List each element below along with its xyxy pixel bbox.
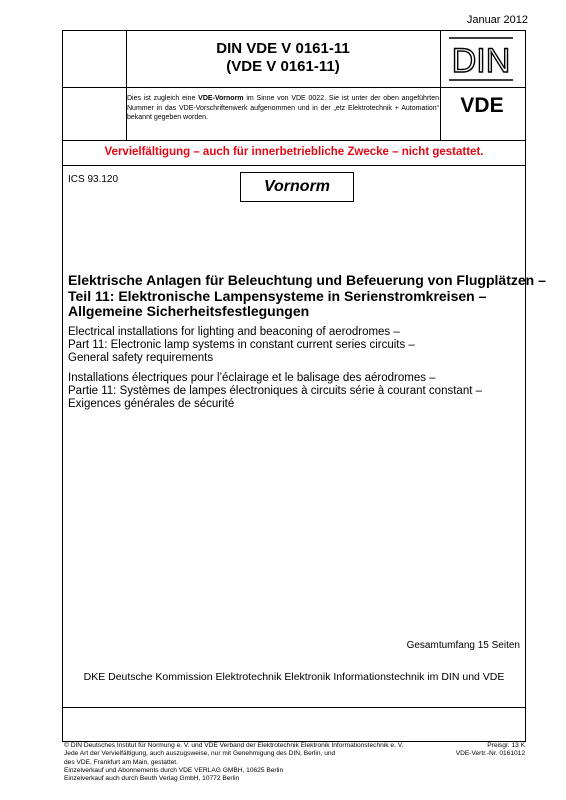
title-german: [68, 272, 546, 320]
title-fr-line: Partie 11: Systèmes de lampes électroniques à circuits série à courant constant –: [68, 385, 482, 397]
title-english: [68, 326, 523, 365]
standard-title: [127, 40, 439, 76]
copyright-notice: [64, 742, 444, 783]
title-en-line: General safety requirements: [68, 352, 214, 364]
vde-logo-text: VDE: [460, 94, 504, 116]
divider-right-column: [440, 30, 441, 140]
notice-term: VDE-Vornorm: [198, 95, 244, 102]
title-fr-line: Installations électriques pour l’éclairage et le balisage des aérodromes –: [68, 372, 436, 384]
divider-warning: [62, 165, 526, 166]
publication-date: Januar 2012: [466, 14, 528, 26]
divider-footer: [62, 707, 526, 708]
copy-warning: Vervielfältigung – auch für innerbetriebliche Zwecke – nicht gestattet.: [104, 146, 484, 158]
title-fr-line: Exigences générales de sécurité: [68, 398, 235, 410]
copyright-line: Einzelverkauf und Abonnements durch VDE VERLAG GMBH, 10625 Berlin: [64, 766, 284, 774]
copyright-line: © DIN Deutsches Institut für Normung e. V. und VDE Verband der Elektrotechnik Elektronik Informationstechnik e. V.: [64, 742, 404, 749]
title-de-line: Allgemeine Sicherheitsfestlegungen: [68, 303, 310, 319]
price-info: [440, 742, 525, 759]
standard-number: DIN VDE V 0161-11: [216, 40, 350, 57]
notice-prefix: Dies ist zugleich eine: [127, 95, 199, 102]
din-logo: [447, 36, 515, 82]
document-type-box: Vornorm: [240, 172, 354, 202]
title-en-line: Electrical installations for lighting and beaconing of aerodromes –: [68, 326, 400, 338]
title-en-line: Part 11: Electronic lamp systems in constant current series circuits –: [68, 339, 415, 351]
order-number: VDE-Vertr.-Nr. 0161012: [455, 750, 525, 758]
copyright-line: des VDE, Frankfurt am Main, gestattet.: [64, 758, 178, 766]
divider-notice: [62, 140, 526, 141]
copyright-line: Einzelverkauf auch durch Beuth Verlag GmbH, 10772 Berlin: [64, 775, 240, 783]
vde-logo: [447, 92, 517, 116]
committee-line: DKE Deutsche Kommission Elektrotechnik Elektronik Informationstechnik im DIN und VDE: [83, 671, 505, 683]
title-french: [68, 372, 523, 411]
divider-header: [62, 87, 526, 88]
vde-notice: [127, 94, 439, 123]
title-de-line: Elektrische Anlagen für Beleuchtung und Befeuerung von Flugplätzen –: [68, 272, 546, 288]
price-group: Preisgr. 13 K: [487, 742, 525, 749]
din-logo-text: DIN: [451, 42, 511, 80]
notice-rest: im Sinne von VDE 0022. Sie ist unter der oben angeführten Nummer in das VDE-Vorschriftenwerk aufgenommen und in der „etz Elektrotechnik + Automation“ bekannt gegeben worden.: [127, 95, 440, 121]
total-pages: Gesamtumfang 15 Seiten: [406, 640, 520, 651]
title-de-line: Teil 11: Elektronische Lampensysteme in Serienstromkreisen –: [68, 287, 487, 304]
copyright-line: Jede Art der Vervielfältigung, auch auszugsweise, nur mit Genehmigung des DIN, Berlin, und: [64, 750, 336, 758]
ics-code: ICS 93.120: [68, 174, 119, 185]
vde-number: (VDE V 0161-11): [226, 58, 340, 75]
